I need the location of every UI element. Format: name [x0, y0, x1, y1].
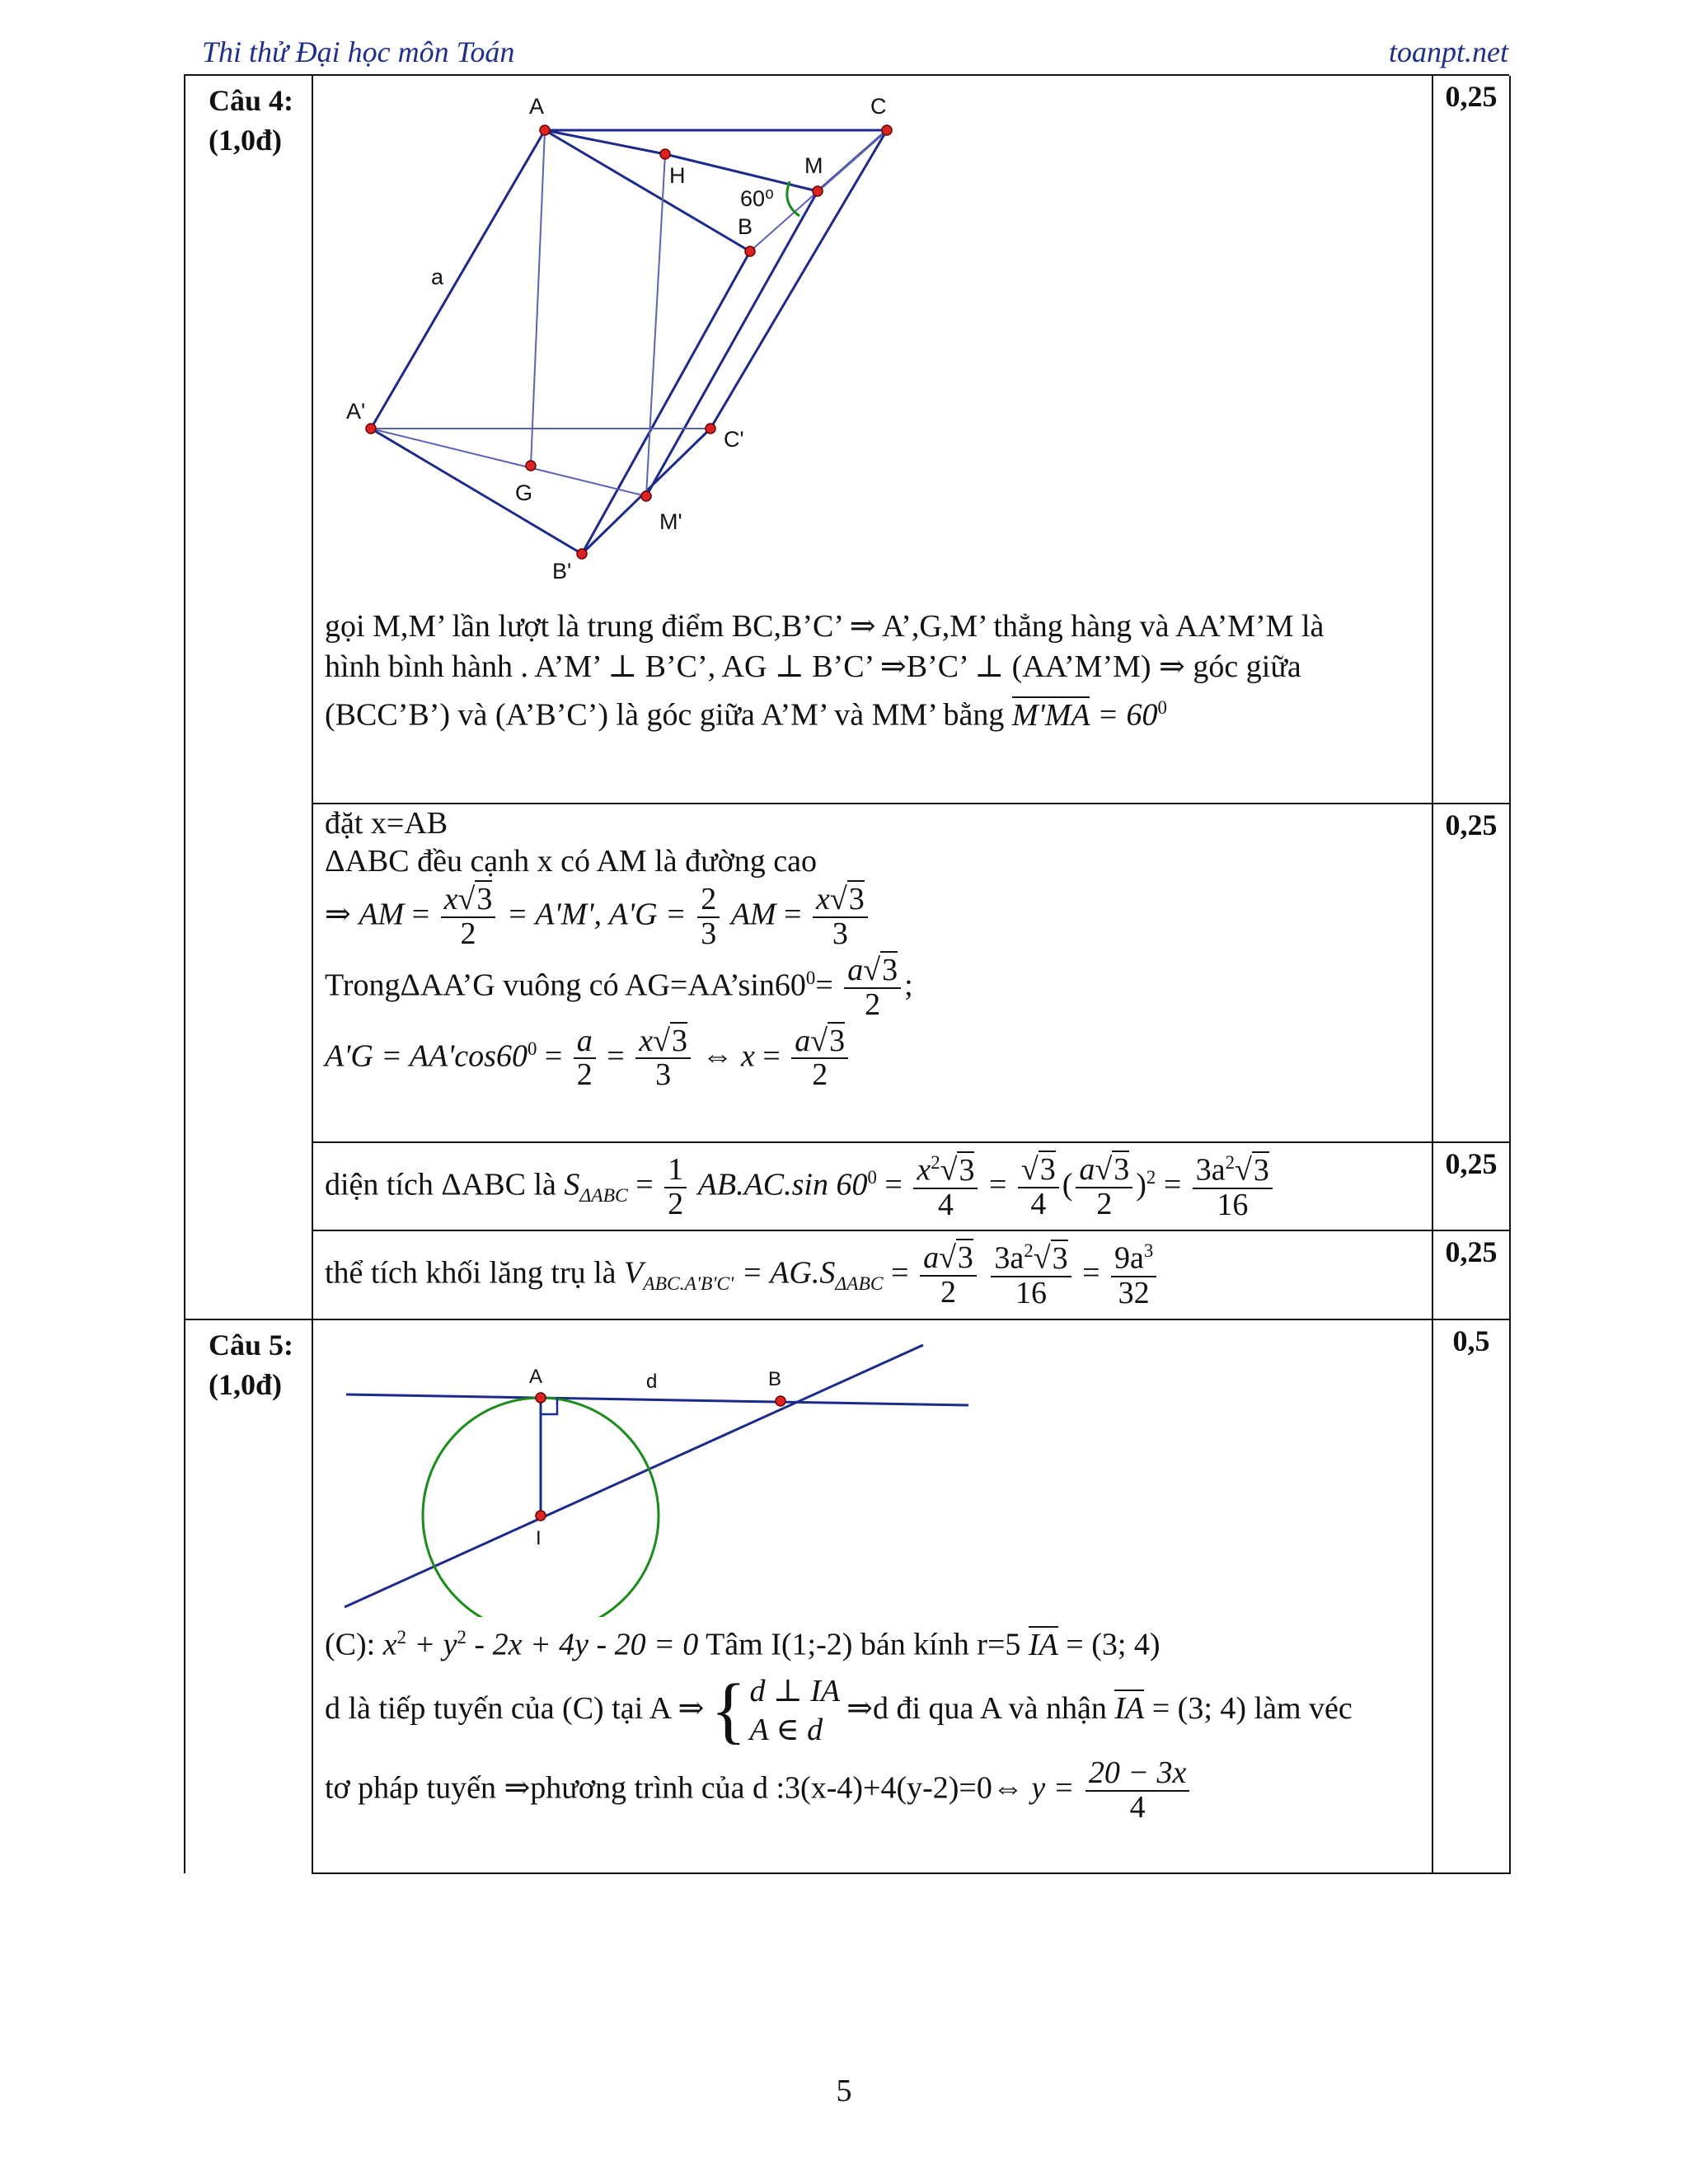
q5-line1: (C): $x^2 + y^2 - 2x + 4y - 20 = 0$ Tâm I(1;-2) bán kính r=5 IA = (3; 4): [325, 1627, 1160, 1662]
label-B: B: [738, 214, 753, 239]
page-number: 5: [836, 2074, 852, 2108]
circle-figure: [313, 1320, 1055, 1617]
header-title: Thi thử Đại học môn Toán: [202, 35, 515, 68]
header-site: toanpt.net: [1389, 35, 1508, 68]
q5-score: 0,5: [1452, 1324, 1490, 1357]
label-I: I: [536, 1527, 542, 1549]
label-A: A: [529, 94, 545, 119]
q5-label-cell: [185, 1319, 312, 1873]
label-C-prime: C': [724, 427, 744, 452]
q4-score4-cell: [1432, 1230, 1510, 1319]
q4-score1-cell: [1432, 76, 1510, 804]
q4-score3-cell: [1432, 1142, 1510, 1230]
q4-title: Câu 4:: [209, 84, 294, 117]
label-A: A: [529, 1366, 543, 1388]
q4-step1-line2: hình bình hành . A’M’ ⊥ B’C’, AG ⊥ B’C’ ⇒B’C’ ⊥ (AA’M’M) ⇒ góc giữa: [325, 649, 1301, 684]
q4-step3: diện tích ΔABC là $S_{\Delta ABC}$ = $\frac{1}{2}$ AB.AC.sin $60^0$ = $\frac{x^2√3}{4}$ = $\frac{√3}{4}$ ( $\frac{a√3}{2}$ )$^2$ = $\frac{3a^2√3}{16}$: [312, 1142, 1432, 1230]
prism-figure: [313, 76, 1055, 603]
q5-points: (1,0đ): [209, 1368, 282, 1401]
q4-points: (1,0đ): [209, 124, 282, 157]
q4-score2-cell: [1432, 804, 1510, 1142]
label-B-prime: B': [552, 559, 572, 583]
q4-step2-line2: ΔABC đều cạnh x có AM là đường cao: [325, 844, 818, 879]
label-A-prime: A': [346, 399, 366, 424]
label-M-prime: M': [659, 509, 682, 534]
label-a: a: [431, 265, 444, 289]
q5-line3: tơ pháp tuyến ⇒phương trình của d :3(x-4)+4(y-2)=0⇔ y = $\frac{20 - 3x}{4}$: [325, 1757, 1422, 1825]
q4-score-2: 0,25: [1445, 808, 1498, 841]
q5-score-cell: [1432, 1319, 1510, 1873]
solution-table: [184, 76, 1511, 1874]
q4-step1-line1: gọi M,M’ lần lượt là trung điểm BC,B’C’ ⇒ A’,G,M’ thẳng hàng và AA’M’M là: [325, 609, 1325, 644]
label-M: M: [804, 153, 823, 178]
q4-step1: [312, 76, 1432, 804]
q5-solution: [312, 1319, 1432, 1873]
label-H: H: [669, 163, 686, 188]
label-C: C: [870, 94, 887, 119]
label-B: B: [768, 1368, 782, 1390]
label-G: G: [515, 480, 533, 505]
q4-step2-line4: TrongΔAA’G vuông có $AG=AA’\sin 60^0=$ $\frac{a√3}{2}$ ;: [325, 952, 913, 1022]
q4-step2-line1: đặt x=AB: [325, 806, 448, 841]
q4-step4: thể tích khối lăng trụ là $V_{ABC.A'B'C'} = AG.S_{\Delta ABC}$ = $\frac{a√3}{2}$ $\frac{3a^2√3}{16}$ = $\frac{9a^3}{32}$: [312, 1230, 1432, 1319]
q4-step2-line5: $A'G = AA'\cos 60^0$ = $\frac{a}{2}$ = $\frac{x√3}{3}$ ⇔ x = $\frac{a√3}{2}$: [325, 1025, 1422, 1093]
q4-score-1: 0,25: [1445, 80, 1498, 113]
q4-step2: [312, 804, 1432, 1142]
q4-score-3: 0,25: [1445, 1147, 1498, 1180]
q4-score-4: 0,25: [1445, 1235, 1498, 1268]
label-d: d: [646, 1371, 658, 1393]
q4-step2-line3: ⇒ AM = $\frac{x√3}{2}$ = A'M', A'G = $\frac{2}{3}$ AM = $\frac{x√3}{3}$: [325, 883, 1422, 951]
q4-step1-line3: (BCC’B’) và (A’B’C’) là góc giữa A’M’ và MM’ bằng $M'MA = 60^0$: [325, 697, 1167, 733]
q5-line2: d là tiếp tuyến của (C) tại A ⇒ { d ⊥ IA A ∈ d ⇒d đi qua A và nhận IA = (3; 4) làm véc: [325, 1670, 1353, 1752]
q4-label-cell: [185, 76, 312, 1319]
q5-title: Câu 5:: [209, 1329, 294, 1361]
label-angle: 60⁰: [740, 186, 774, 211]
